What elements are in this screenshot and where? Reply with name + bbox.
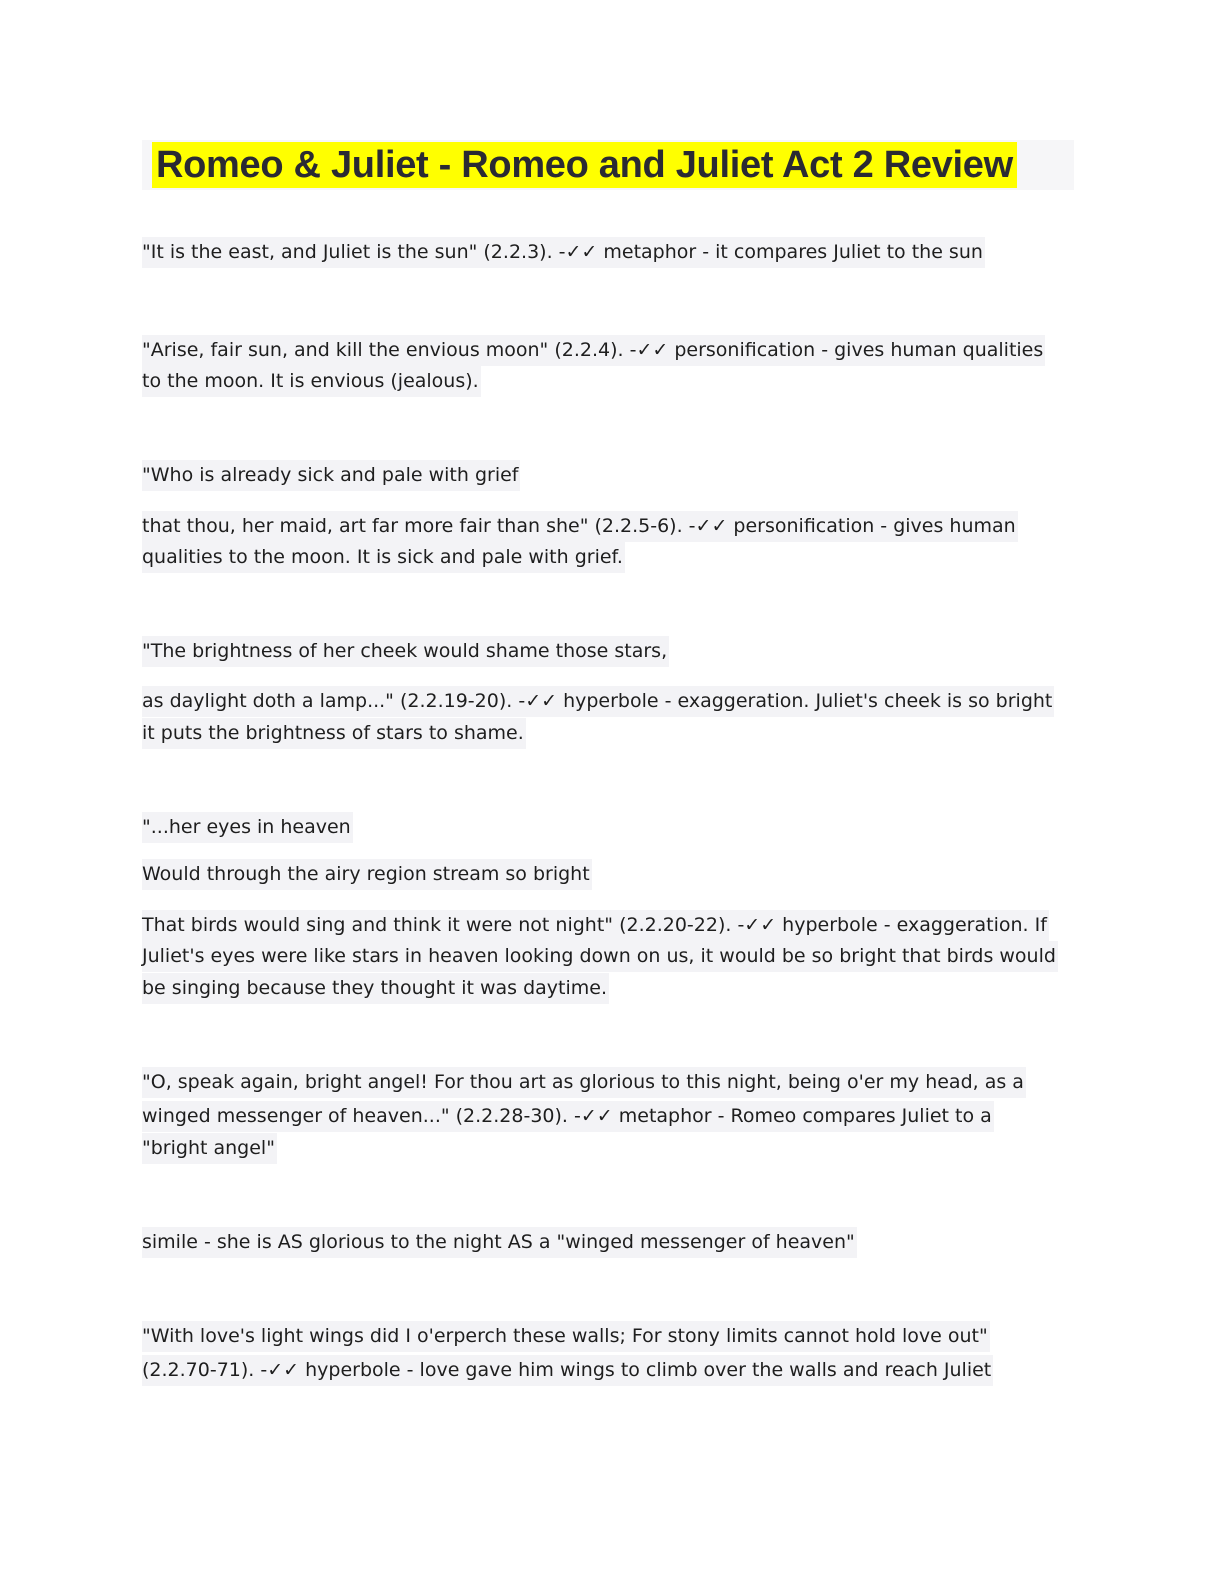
- text-line: "O, speak again, bright angel! For thou art as glorious to this night, being o'er my head, as a: [142, 1067, 1026, 1098]
- text-line: "The brightness of her cheek would shame those stars,: [142, 636, 669, 667]
- text-line: "It is the east, and Juliet is the sun" (2.2.3). -✓✓ metaphor - it compares Juliet to the sun: [142, 237, 985, 268]
- text-line: simile - she is AS glorious to the night AS a "winged messenger of heaven": [142, 1227, 857, 1258]
- text-line: "Who is already sick and pale with grief: [142, 460, 520, 491]
- text-line: "With love's light wings did I o'erperch these walls; For stony limits cannot hold love out": [142, 1321, 990, 1352]
- text-line: "...her eyes in heaven: [142, 812, 353, 843]
- text-line: as daylight doth a lamp..." (2.2.19-20). -✓✓ hyperbole - exaggeration. Juliet's cheek is so bright: [142, 686, 1054, 717]
- text-line: Juliet's eyes were like stars in heaven looking down on us, it would be so bright that birds would: [142, 941, 1058, 972]
- text-line: "bright angel": [142, 1133, 277, 1164]
- text-line: that thou, her maid, art far more fair than she" (2.2.5-6). -✓✓ personification - gives human: [142, 511, 1018, 542]
- text-line: That birds would sing and think it were not night" (2.2.20-22). -✓✓ hyperbole - exaggeration. If: [142, 910, 1049, 941]
- page-title: Romeo & Juliet - Romeo and Juliet Act 2 Review: [152, 142, 1017, 188]
- text-line: be singing because they thought it was daytime.: [142, 973, 609, 1004]
- text-line: Would through the airy region stream so bright: [142, 859, 592, 890]
- text-line: winged messenger of heaven..." (2.2.28-30). -✓✓ metaphor - Romeo compares Juliet to a: [142, 1101, 994, 1132]
- text-line: to the moon. It is envious (jealous).: [142, 366, 481, 397]
- text-line: it puts the brightness of stars to shame.: [142, 718, 526, 749]
- text-line: "Arise, fair sun, and kill the envious moon" (2.2.4). -✓✓ personification - gives human qualities: [142, 335, 1045, 366]
- text-line: qualities to the moon. It is sick and pale with grief.: [142, 542, 625, 573]
- text-line: (2.2.70-71). -✓✓ hyperbole - love gave him wings to climb over the walls and reach Juliet: [142, 1355, 993, 1386]
